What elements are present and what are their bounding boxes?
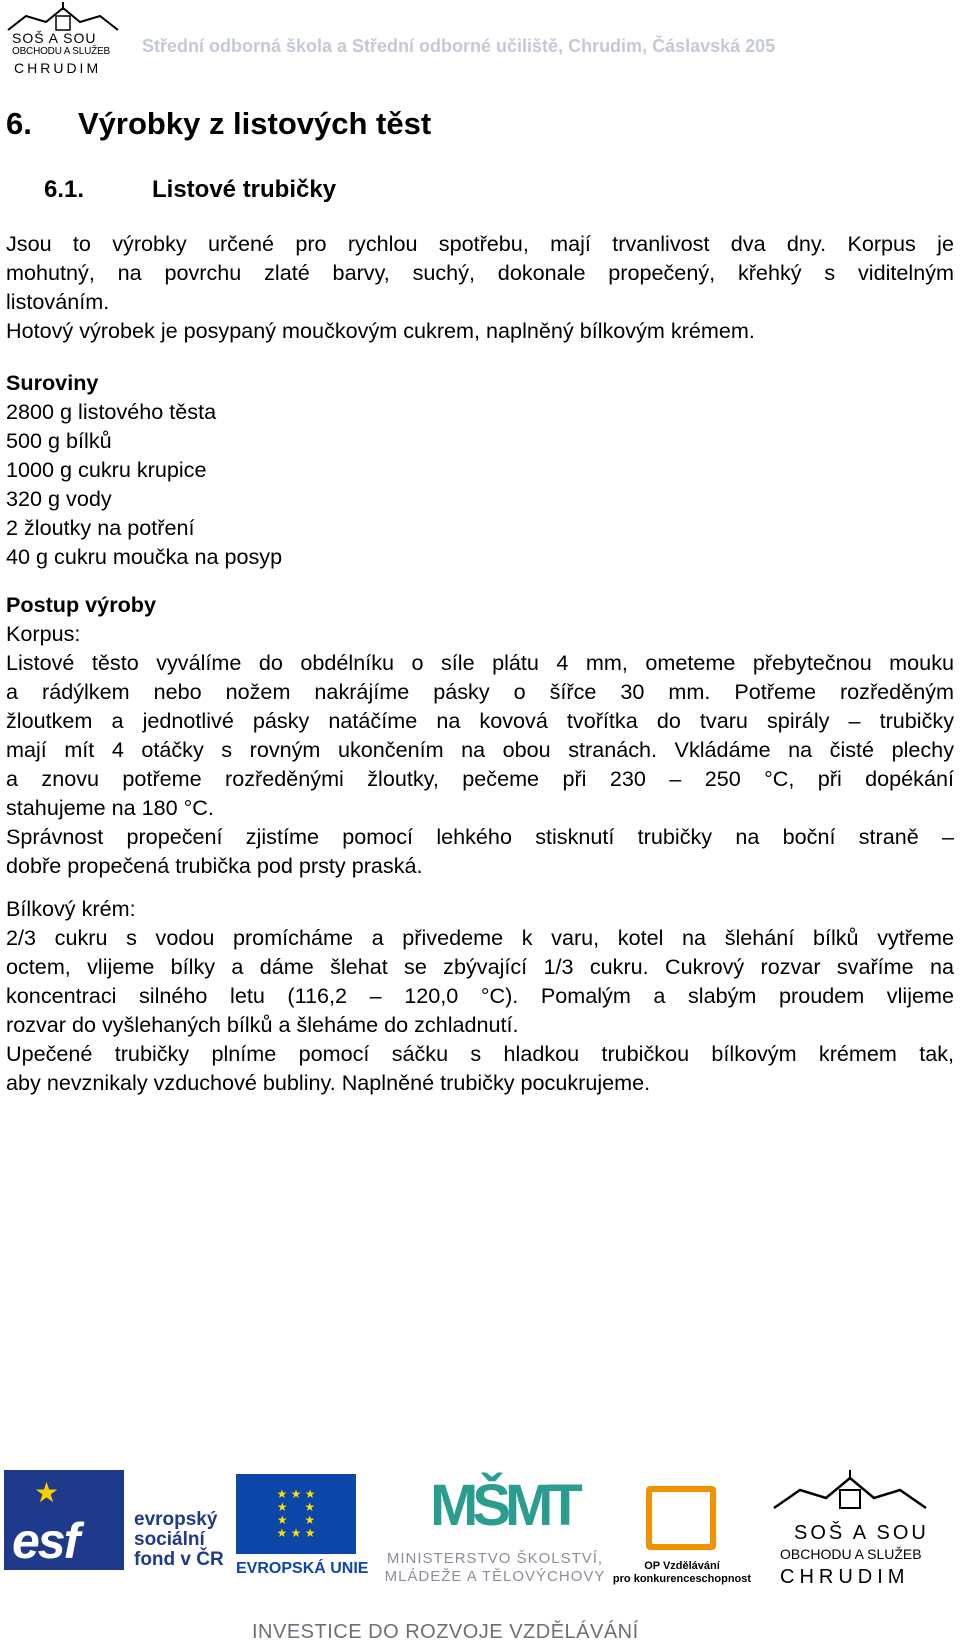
text-line: Správnost propečení zjistíme pomocí lehkého stisknutí trubičky na boční straně – xyxy=(6,824,954,849)
cream-block xyxy=(6,894,954,1097)
text-line: žloutkem a jednotlivé pásky natáčíme na kovová tvořítka do tvaru spirály – trubičky xyxy=(6,708,954,733)
text-line: Listové těsto vyválíme do obdélníku o síle plátu 4 mm, ometeme přebytečnou mouku xyxy=(6,650,954,675)
section-number: 6.1. xyxy=(44,176,85,203)
eu-caption: EVROPSKÁ UNIE xyxy=(236,1560,369,1577)
ingredient-item: 2800 g listového těsta xyxy=(6,399,217,424)
text-line: rozvar do vyšlehaných bílků a šleháme do zchladnutí. xyxy=(6,1012,519,1037)
school-logo-line: SOŠ A SOU xyxy=(794,1522,929,1544)
esf-caption-line: fond v ČR xyxy=(134,1549,224,1570)
esf-caption xyxy=(134,1510,224,1570)
text-line: Jsou to výrobky určené pro rychlou spotřebu, mají trvanlivost dva dny. Korpus je xyxy=(6,231,954,256)
text-line: stahujeme na 180 °C. xyxy=(6,795,214,820)
school-logo-footer xyxy=(770,1470,930,1590)
logo-line-3: CHRUDIM xyxy=(14,60,102,76)
ingredients-heading: Suroviny xyxy=(6,370,99,395)
text-line: dobře propečená trubička pod prsty praská. xyxy=(6,853,423,878)
ingredient-item: 2 žloutky na potření xyxy=(6,515,195,540)
procedure-block xyxy=(6,590,954,880)
op-caption-line: OP Vzdělávání xyxy=(644,1560,720,1572)
text-line: mohutný, na povrchu zlaté barvy, suchý, dokonale propečený, křehký s viditelným xyxy=(6,260,954,285)
page-header xyxy=(0,0,960,90)
logo-line-1: SOŠ A SOU xyxy=(12,30,97,46)
text-line: Hotový výrobek je posypaný moučkovým cukrem, naplněný bílkovým krémem. xyxy=(6,318,755,343)
text-line: a rádýlkem nebo nožem nakrájíme pásky o šířce 30 mm. Potřeme rozředěným xyxy=(6,679,954,704)
cream-label: Bílkový krém: xyxy=(6,896,136,921)
investice-slogan: INVESTICE DO ROZVOJE VZDĚLÁVÁNÍ xyxy=(252,1621,639,1643)
text-line: koncentraci silného letu (116,2 – 120,0 °C). Pomalým a slabým proudem vlijeme xyxy=(6,983,954,1008)
chapter-number: 6. xyxy=(6,106,32,141)
text-line: Upečené trubičky plníme pomocí sáčku s hladkou trubičkou bílkovým krémem tak, xyxy=(6,1041,954,1066)
school-logo-line: CHRUDIM xyxy=(780,1566,910,1588)
ingredient-item: 320 g vody xyxy=(6,486,112,511)
chapter-title: Výrobky z listových těst xyxy=(78,106,432,141)
page-footer xyxy=(0,1470,960,1641)
msmt-caption-line: MLÁDEŽE A TĚLOVÝCHOVY xyxy=(384,1568,606,1585)
text-line: a znovu potřeme rozředěnými žloutky, pečeme při 230 – 250 °C, při dopékání xyxy=(6,766,954,791)
esf-logo xyxy=(4,1470,124,1570)
eu-flag xyxy=(236,1474,356,1554)
msmt-caption-line: MINISTERSTVO ŠKOLSTVÍ, xyxy=(386,1550,604,1567)
text-line: 2/3 cukru s vodou promícháme a přivedeme k varu, kotel na šlehání bílků vytřeme xyxy=(6,925,954,950)
text-line: listováním. xyxy=(6,289,110,314)
intro-paragraph xyxy=(6,229,954,345)
ingredients-block xyxy=(6,368,954,571)
school-logo-line: OBCHODU A SLUŽEB xyxy=(780,1546,922,1562)
logo-line-2: OBCHODU A SLUŽEB xyxy=(12,46,110,57)
text-line: octem, vlijeme bílky a dáme šlehat se zbývající 1/3 cukru. Cukrový rozvar svaříme na xyxy=(6,954,954,979)
op-caption-line: pro konkurenceschopnost xyxy=(612,1573,752,1585)
eu-stars-icon: ★ ★ ★ ★ ★ ★ ★ ★ ★ ★ xyxy=(276,1487,316,1540)
esf-caption-line: sociální xyxy=(134,1529,205,1550)
msmt-caption xyxy=(380,1550,610,1586)
op-caption xyxy=(612,1560,752,1586)
text-line: mají mít 4 otáčky s rovným ukončením na obou stranách. Vkládáme na čisté plechy xyxy=(6,737,954,762)
esf-caption-line: evropský xyxy=(134,1509,218,1530)
ingredient-item: 40 g cukru moučka na posyp xyxy=(6,544,283,569)
section-heading xyxy=(44,176,336,204)
school-name: Střední odborná škola a Střední odborné učiliště, Chrudim, Čáslavská 205 xyxy=(142,36,776,56)
star-icon: ★ xyxy=(34,1477,60,1508)
esf-logo-text: esf xyxy=(12,1513,79,1569)
section-title: Listové trubičky xyxy=(152,176,337,203)
msmt-logo: MŠMT xyxy=(430,1473,577,1538)
castle-roof-icon xyxy=(6,2,120,32)
school-logo xyxy=(6,2,120,82)
korpus-label: Korpus: xyxy=(6,621,81,646)
chapter-heading xyxy=(6,106,431,142)
castle-roof-icon xyxy=(770,1470,930,1510)
op-logo xyxy=(646,1486,716,1550)
text-line: aby nevznikaly vzduchové bubliny. Naplněné trubičky pocukrujeme. xyxy=(6,1070,651,1095)
ingredient-item: 500 g bílků xyxy=(6,428,112,453)
ingredient-item: 1000 g cukru krupice xyxy=(6,457,207,482)
procedure-heading: Postup výroby xyxy=(6,592,156,617)
